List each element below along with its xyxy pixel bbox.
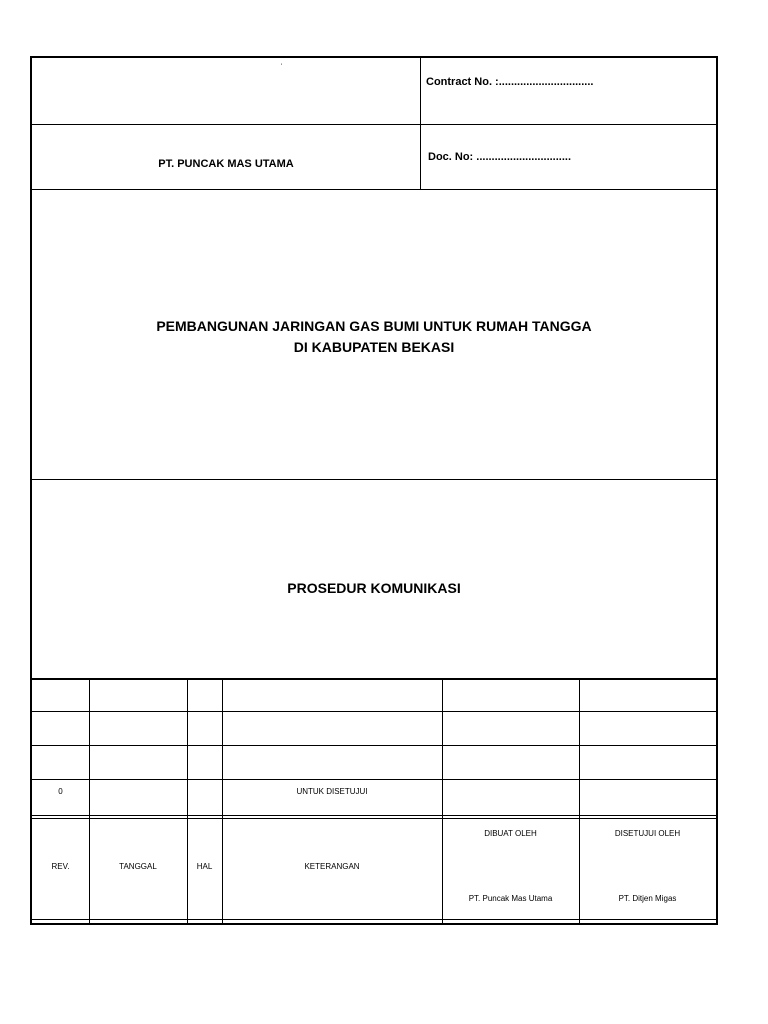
disetujui-by-company: PT. Ditjen Migas: [618, 894, 677, 903]
col-header-dibuat-oleh: DIBUAT OLEH: [484, 829, 537, 838]
table-row-divider: [32, 779, 716, 780]
document-cover-sheet: [30, 56, 718, 925]
keterangan-value: UNTUK DISETUJUI: [296, 787, 368, 796]
col-header-hal: HAL: [196, 862, 213, 871]
document-number: Doc. No: ...............................: [428, 151, 572, 163]
table-row-divider: [32, 711, 716, 712]
col-divider-keterangan: [442, 678, 443, 923]
col-divider-dibuat: [579, 678, 580, 923]
col-header-rev: REV.: [51, 862, 70, 871]
stray-mark: ': [281, 64, 283, 70]
contract-number: Contract No. :...............................: [426, 76, 594, 88]
company-name: PT. PUNCAK MAS UTAMA: [158, 158, 294, 170]
col-header-disetujui-oleh: DISETUJUI OLEH: [614, 829, 681, 838]
col-header-tanggal: TANGGAL: [119, 862, 157, 871]
header-bottom-rule: [32, 189, 716, 190]
project-title: [32, 316, 716, 358]
col-divider-tanggal: [187, 678, 188, 923]
dibuat-by-company: PT. Puncak Mas Utama: [468, 894, 553, 903]
col-divider-hal: [222, 678, 223, 923]
project-bottom-rule: [32, 479, 716, 480]
project-title-line-2: DI KABUPATEN BEKASI: [293, 339, 455, 355]
table-bottom-rule: [32, 919, 716, 920]
document-title: PROSEDUR KOMUNIKASI: [287, 580, 461, 596]
table-header-top-rule-double: [32, 818, 716, 819]
revision-table-top-rule: [32, 678, 716, 680]
table-row-divider: [32, 745, 716, 746]
col-header-keterangan: KETERANGAN: [304, 862, 360, 871]
table-header-top-rule: [32, 815, 716, 816]
col-divider-rev: [89, 678, 90, 923]
project-title-line-1: PEMBANGUNAN JARINGAN GAS BUMI UNTUK RUMAH TANGGA: [156, 318, 592, 334]
rev-value: 0: [58, 787, 63, 796]
header-row-divider: [32, 124, 716, 125]
